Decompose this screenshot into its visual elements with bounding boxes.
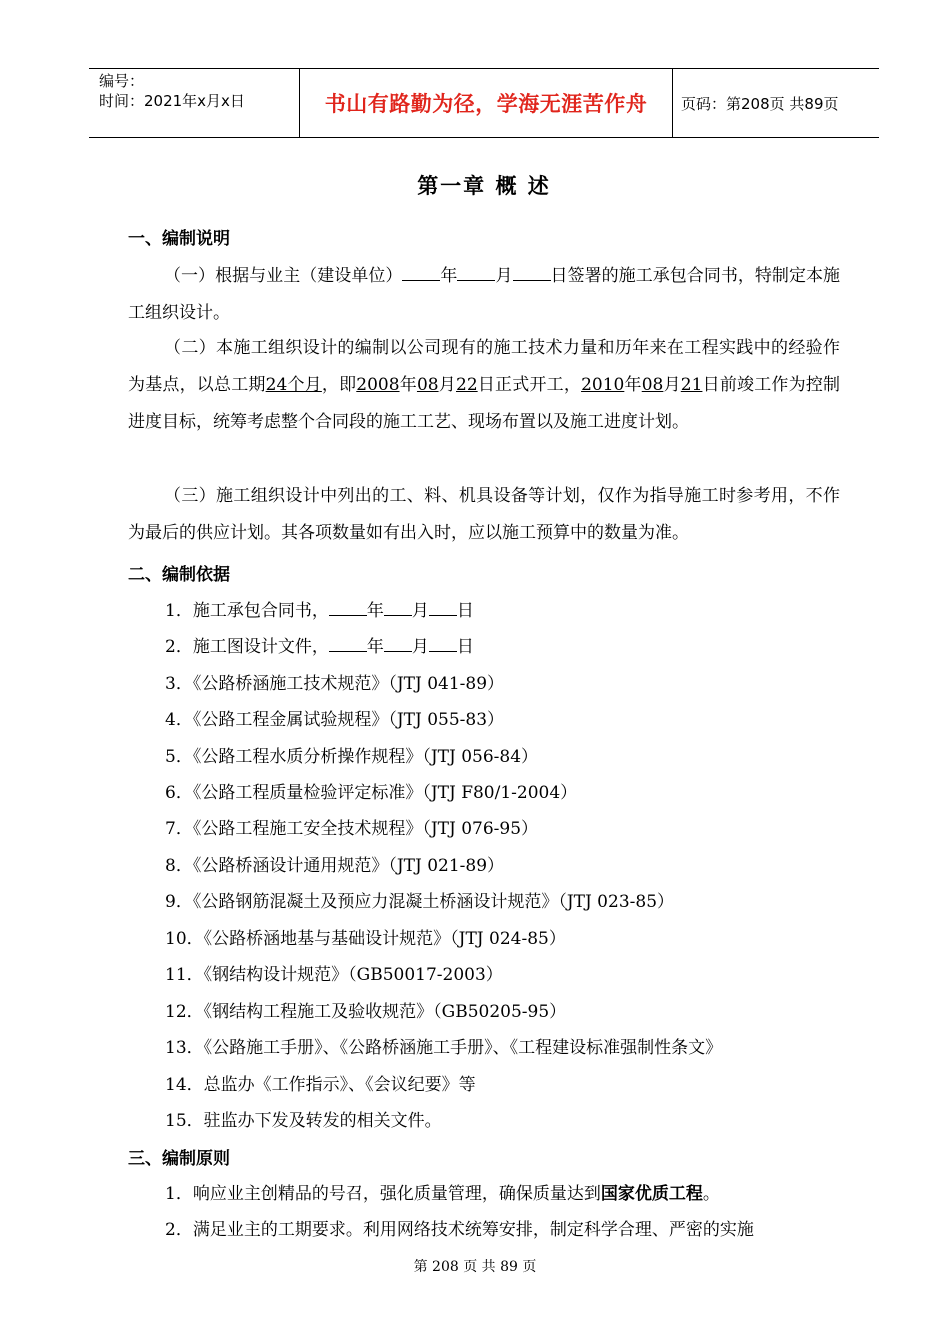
basis-item-2-text: 2．施工图设计文件， [165, 637, 329, 657]
p2-y2-label: 年 [624, 375, 642, 395]
p2-d: 日前竣工作为控制进度目标，统筹考虑整个合同段的施工工艺、现场布置以及施工进度计划。 [128, 375, 841, 432]
basis-item: 10．《公路桥涵地基与基础设计规范》（JTJ 024-85） [165, 929, 566, 949]
year-label: 年 [366, 637, 384, 657]
basis-item: 15．驻监办下发及转发的相关文件。 [165, 1111, 442, 1131]
section-2-title: 二、编制依据 [128, 565, 230, 585]
blank [384, 637, 412, 652]
p1-suffix: 日签署的施工承包合同书，特制定本施工组织设计。 [128, 266, 841, 323]
p2-d1: 22 [456, 375, 478, 395]
principle-1-c: 。 [702, 1184, 720, 1204]
section-1-para-3: （三）施工组织设计中列出的工、料、机具设备等计划，仅作为指导施工时参考用，不作为最后的供应计划。其各项数量如有出入时，应以施工预算中的数量为准。 [128, 486, 840, 543]
section-1-para-2 [128, 330, 840, 441]
month-label: 月 [411, 601, 429, 621]
p2-b: ，即 [321, 375, 357, 395]
basis-item: 13．《公路施工手册》、《公路桥涵施工手册》、《工程建设标准强制性条文》 [165, 1038, 723, 1058]
header-motto-cell [299, 69, 673, 137]
principle-1-emphasis: 国家优质工程 [600, 1184, 703, 1204]
day-label: 日 [456, 601, 474, 621]
section-3-title: 三、编制原则 [128, 1149, 230, 1169]
p2-y2: 2010 [581, 375, 625, 395]
p2-d2: 21 [680, 375, 703, 395]
p1-month: 月 [495, 266, 513, 286]
basis-item: 3．《公路桥涵施工技术规范》（JTJ 041-89） [165, 674, 505, 694]
blank [329, 637, 367, 652]
basis-item: 14．总监办《工作指示》、《会议纪要》等 [165, 1075, 476, 1095]
basis-item-1 [165, 596, 474, 621]
time-label: 时间：2021年x月x日 [99, 92, 245, 110]
p2-a: （二）本施工组织设计的编制以公司现有的施工技术力量和历年来在工程实践中的经验作为基点，以总工期 [128, 338, 840, 395]
basis-item: 4．《公路工程金属试验规程》（JTJ 055-83） [165, 710, 505, 730]
month-label: 月 [411, 637, 429, 657]
p2-period: 24个月 [265, 375, 322, 395]
page-header [89, 68, 879, 138]
p2-y1: 2008 [356, 375, 400, 395]
number-label: 编号： [99, 72, 145, 90]
basis-item: 11．《钢结构设计规范》（GB50017-2003） [165, 965, 503, 985]
p2-m1-label: 月 [438, 375, 456, 395]
blank [429, 601, 457, 616]
blank-day [513, 266, 551, 281]
page-footer: 第 208 页 共 89 页 [413, 1259, 537, 1275]
header-meta [89, 69, 299, 137]
day-label: 日 [456, 637, 474, 657]
p2-c: 日正式开工， [477, 375, 582, 395]
section-1-title: 一、编制说明 [128, 229, 230, 249]
blank-year [402, 266, 440, 281]
p2-m2-label: 月 [663, 375, 681, 395]
principle-item-2: 2．满足业主的工期要求。利用网络技术统筹安排，制定科学合理、严密的实施 [165, 1220, 754, 1240]
year-label: 年 [366, 601, 384, 621]
basis-item: 6．《公路工程质量检验评定标准》（JTJ F80/1-2004） [165, 783, 578, 803]
p2-m2: 08 [641, 375, 664, 395]
section-1-para-1 [128, 258, 840, 332]
blank [429, 637, 457, 652]
p2-m1: 08 [416, 375, 439, 395]
basis-item: 9．《公路钢筋混凝土及预应力混凝土桥涵设计规范》（JTJ 023-85） [165, 892, 675, 912]
p2-y1-label: 年 [399, 375, 417, 395]
blank [329, 601, 367, 616]
blank-month [457, 266, 495, 281]
principle-1-a: 1．响应业主创精品的号召，强化质量管理，确保质量达到 [165, 1184, 601, 1204]
chapter-title: 第一章 概 述 [417, 174, 551, 198]
basis-item: 5．《公路工程水质分析操作规程》（JTJ 056-84） [165, 747, 539, 767]
p1-prefix: （一）根据与业主（建设单位） [164, 266, 403, 286]
basis-item: 12．《钢结构工程施工及验收规范》（GB50205-95） [165, 1002, 567, 1022]
basis-item-1-text: 1．施工承包合同书， [165, 601, 329, 621]
motto: 书山有路勤为径，学海无涯苦作舟 [324, 92, 648, 116]
basis-item: 7．《公路工程施工安全技术规程》（JTJ 076-95） [165, 819, 539, 839]
page-info: 页码：第208页 共89页 [681, 94, 839, 113]
header-page-info [673, 69, 839, 137]
basis-item: 8．《公路桥涵设计通用规范》（JTJ 021-89） [165, 856, 505, 876]
p1-year: 年 [440, 266, 458, 286]
principle-item-1 [165, 1179, 720, 1204]
basis-item-2 [165, 632, 474, 657]
blank [384, 601, 412, 616]
